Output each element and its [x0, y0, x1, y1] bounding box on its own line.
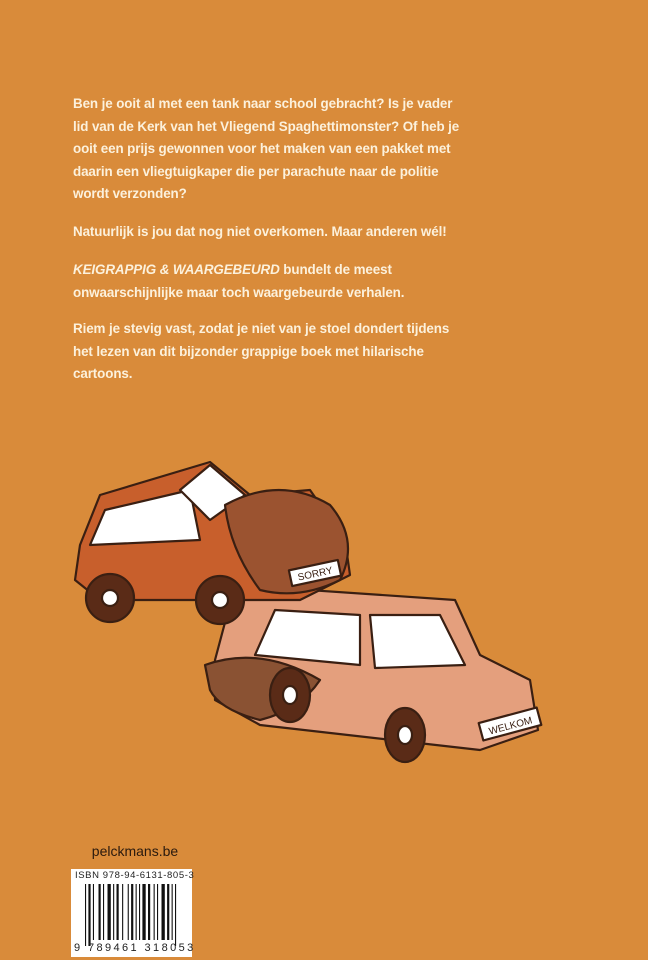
license-plate-welkom: WELKOM — [487, 715, 534, 738]
text-line: bundelt de meest — [279, 262, 392, 277]
text-line: Ben je ooit al met een tank naar school gebracht? Is je vader — [73, 96, 453, 111]
barcode-bars — [75, 884, 188, 946]
blurb-paragraph-3 — [73, 259, 573, 304]
text-line: het lezen van dit bijzonder grappige boek met hilarische — [73, 343, 424, 359]
text-line: lid van de Kerk van het Vliegend Spaghettimonster? Of heb je — [73, 118, 460, 134]
text-line: wordt verzonden? — [73, 186, 187, 202]
book-title: KEIGRAPPIG & WAARGEBEURD — [73, 262, 280, 277]
blurb-paragraph-1 — [73, 93, 573, 206]
text-line: daarin een vliegtuigkaper die per parachute naar de politie — [73, 163, 439, 179]
text-line: Riem je stevig vast, zodat je niet van je stoel dondert tijdens — [73, 321, 450, 336]
text-line: onwaarschijnlijke maar toch waargebeurde verhalen. — [73, 284, 405, 300]
car-crash-illustration — [60, 450, 560, 790]
text-line: cartoons. — [73, 366, 133, 382]
blurb-paragraph-2 — [73, 221, 573, 244]
publisher-website: pelckmans.be — [91, 843, 179, 859]
isbn-barcode — [71, 869, 196, 957]
isbn-label: ISBN 978-94-6131-805-3 — [75, 870, 195, 881]
rear-car — [205, 585, 541, 762]
license-plate-sorry: SORRY — [296, 565, 334, 584]
ean-digits: 9 789461 318053 — [74, 942, 196, 954]
text-line: ooit een prijs gewonnen voor het maken van een pakket met — [73, 141, 451, 157]
text-line: Natuurlijk is jou dat nog niet overkomen. Maar anderen wél! — [73, 224, 447, 239]
blurb-paragraph-4 — [73, 318, 573, 386]
